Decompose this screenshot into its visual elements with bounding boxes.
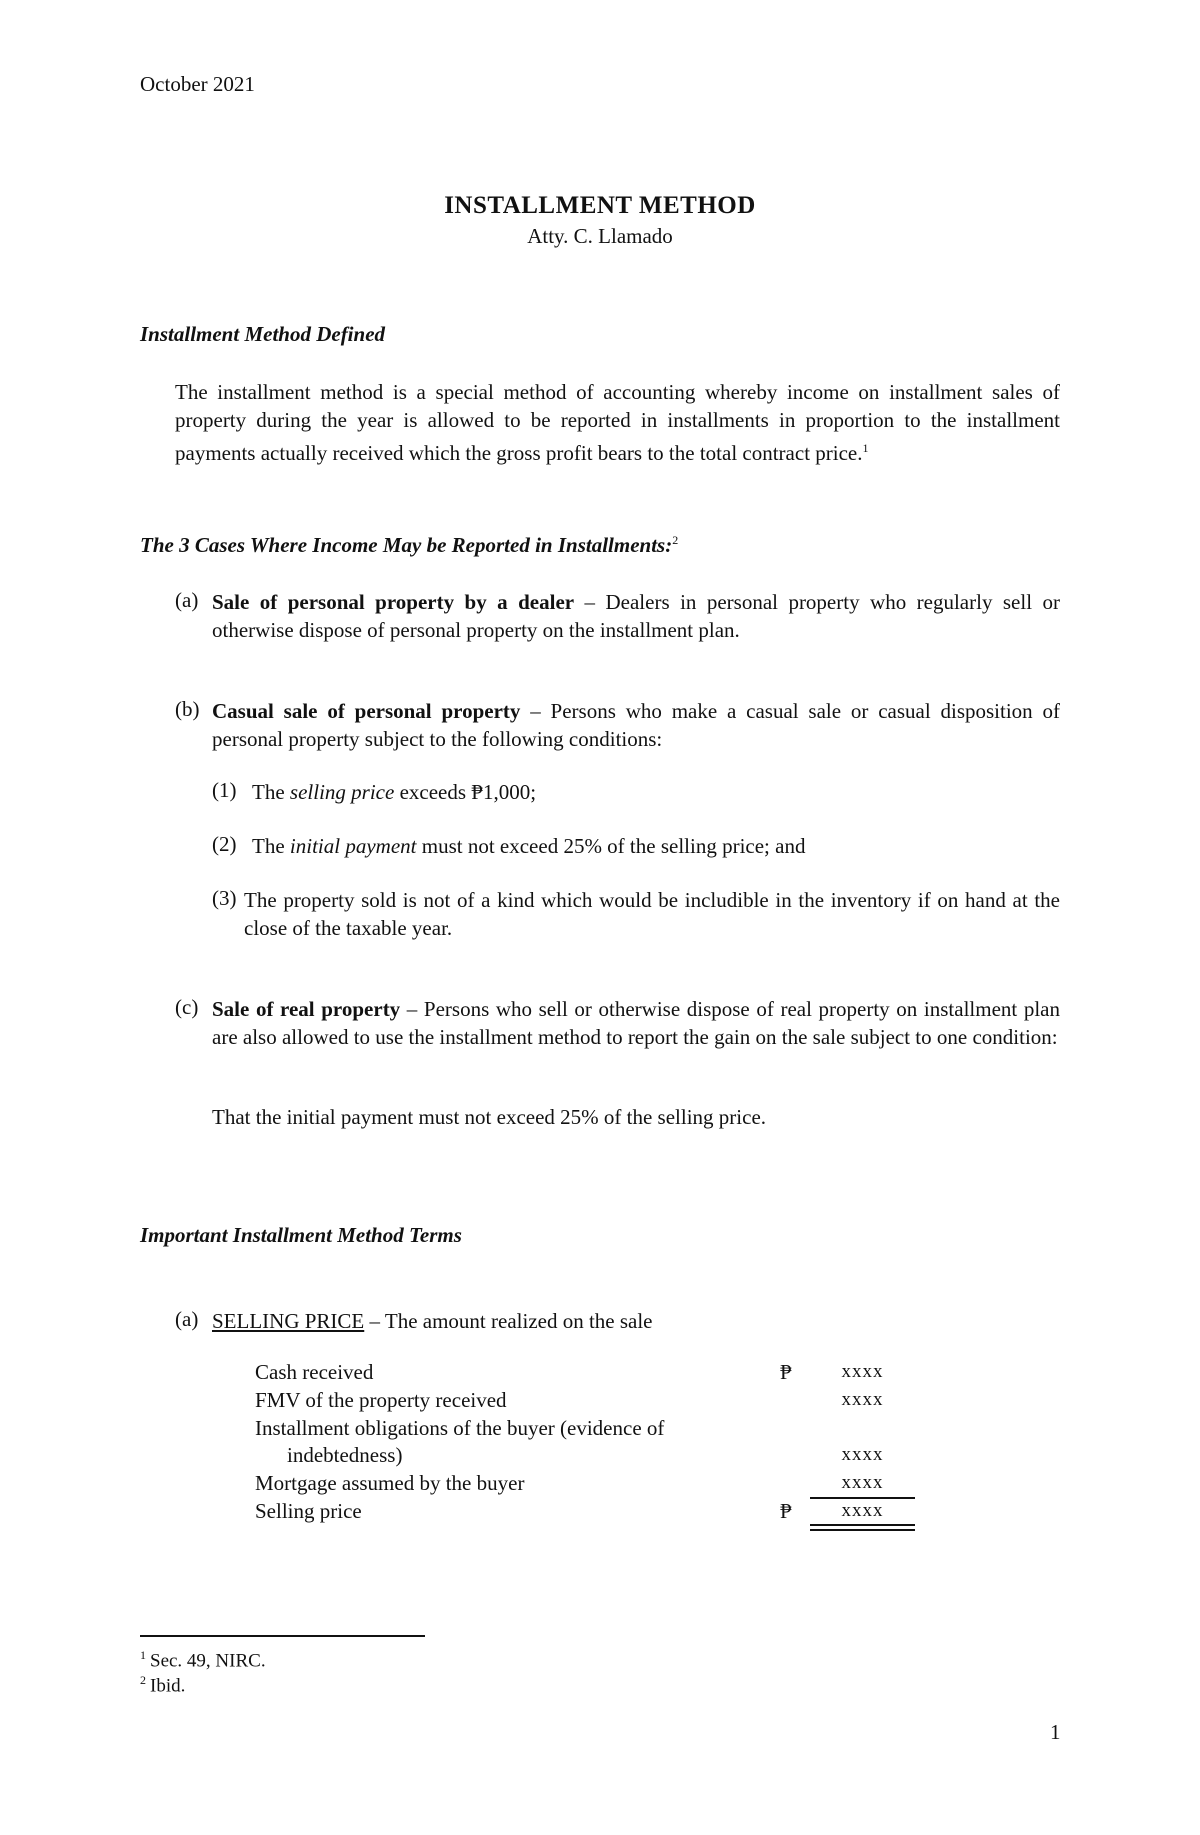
- currency-sign: ₱: [780, 1499, 792, 1523]
- total-double-rule: [810, 1524, 915, 1531]
- definition-text: The installment method is a special method of accounting whereby income on installment sales of property during the year is allowed to be reported in installments in proportion to the installment payments actually received which the gross profit bears to the total contract price.: [175, 380, 1060, 465]
- case-c-label: (c): [175, 995, 199, 1019]
- document-title: INSTALLMENT METHOD: [444, 192, 756, 219]
- case-b-text: Casual sale of personal property – Persons who make a casual sale or casual disposition of personal property subject to the following conditions:: [212, 699, 1060, 751]
- section-heading-three-cases: The 3 Cases Where Income May be Reported in Installments:$^2$: [140, 533, 679, 557]
- section-heading-terms: Important Installment Method Terms: [140, 1223, 462, 1247]
- page-number: 1: [1050, 1720, 1061, 1744]
- table-row-amount: xxxx: [841, 1389, 884, 1410]
- condition-1-num: (1): [212, 778, 237, 802]
- table-row-amount: xxxx: [841, 1444, 884, 1465]
- footnote-2: $^2$ Ibid.: [140, 1673, 186, 1697]
- table-row-label: FMV of the property received: [255, 1388, 507, 1412]
- case-a-title: Sale of personal property by a dealer: [212, 590, 575, 614]
- case-c-text: Sale of real property – Persons who sell or otherwise dispose of real property on installment plan are also allowed to use the installment method to report the gain on the sale subject to one condition:: [212, 997, 1060, 1049]
- table-row-label: Mortgage assumed by the buyer: [255, 1471, 525, 1495]
- table-row-label-continued: indebtedness): [287, 1443, 403, 1467]
- condition-1-text: The selling price exceeds ₱1,000;: [252, 780, 537, 804]
- case-a-label: (a): [175, 588, 199, 612]
- condition-2-text: The initial payment must not exceed 25% of the selling price; and: [252, 834, 806, 858]
- document-author: Atty. C. Llamado: [527, 224, 673, 248]
- case-a-text: Sale of personal property by a dealer – Dealers in personal property who regularly sell or otherwise dispose of personal property on the installment plan.: [212, 590, 1060, 642]
- condition-2-num: (2): [212, 832, 237, 856]
- table-row-label: Cash received: [255, 1360, 374, 1384]
- term-a-label: (a): [175, 1307, 199, 1331]
- currency-sign: ₱: [780, 1360, 792, 1384]
- term-a-text: SELLING PRICE – The amount realized on the sale: [212, 1309, 653, 1333]
- document-date: October 2021: [140, 72, 255, 96]
- section-heading-defined: Installment Method Defined: [140, 322, 386, 346]
- table-row-amount: xxxx: [841, 1472, 884, 1493]
- footnote-1: $^1$ Sec. 49, NIRC.: [140, 1648, 266, 1672]
- table-row-label: Installment obligations of the buyer (evidence of: [255, 1416, 665, 1440]
- table-row-amount: xxxx: [841, 1361, 884, 1382]
- table-total-label: Selling price: [255, 1499, 362, 1523]
- case-b-label: (b): [175, 697, 200, 721]
- footnote-separator: [140, 1635, 425, 1637]
- case-c-title: Sale of real property: [212, 997, 401, 1021]
- subtotal-rule: [810, 1497, 915, 1499]
- case-c-condition: That the initial payment must not exceed 25% of the selling price.: [212, 1105, 767, 1129]
- case-b-title: Casual sale of personal property: [212, 699, 521, 723]
- definition-paragraph: [175, 378, 1060, 467]
- footnote-ref[interactable]: 2: [672, 533, 679, 547]
- table-total-amount: xxxx: [841, 1500, 884, 1521]
- footnote-ref[interactable]: 1: [862, 441, 869, 455]
- term-selling-price: SELLING PRICE: [212, 1309, 365, 1333]
- condition-3-text: The property sold is not of a kind which would be includible in the inventory if on hand at the close of the taxable year.: [244, 888, 1060, 940]
- condition-3-num: (3): [212, 886, 237, 910]
